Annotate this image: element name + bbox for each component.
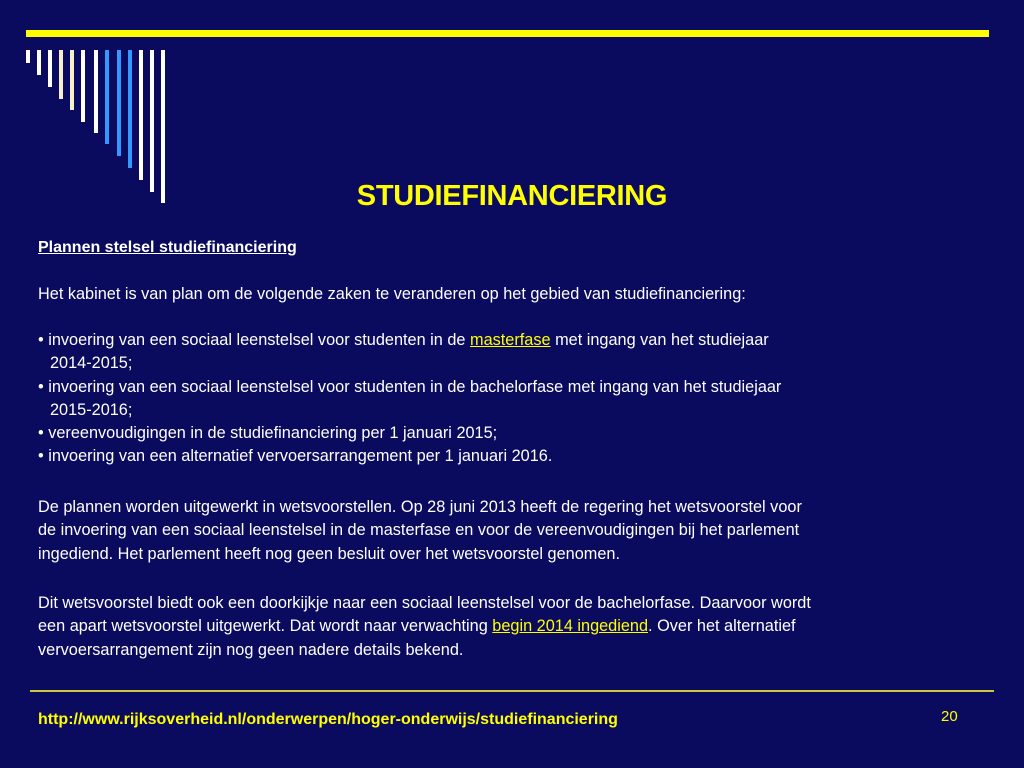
bullet-item: • invoering van een sociaal leenstelsel voor studenten in de bachelorfase met ingang van het studiejaar [38, 377, 782, 396]
paragraph-text: een apart wetsvoorstel uitgewerkt. Dat wordt naar verwachting [38, 617, 493, 636]
deco-line [105, 50, 109, 144]
bullet-list [38, 329, 781, 469]
deco-line [81, 50, 85, 122]
paragraph-line: Dit wetsvoorstel biedt ook een doorkijkje naar een sociaal leenstelsel voor de bachelorfase. Daarvoor wordt [38, 594, 811, 612]
plans-paragraph [38, 496, 802, 566]
deco-line [48, 50, 52, 87]
deco-line [139, 50, 143, 180]
paragraph-line [38, 615, 811, 638]
begin-2014-link[interactable]: begin 2014 ingediend [492, 617, 649, 636]
footer-url-link[interactable]: http://www.rijksoverheid.nl/onderwerpen/hoger-onderwijs/studiefinanciering [38, 711, 618, 728]
top-accent-bar [26, 30, 989, 37]
deco-line [70, 50, 74, 110]
paragraph-line: ingediend. Het parlement heeft nog geen besluit over het wetsvoorstel genomen. [38, 544, 620, 563]
bullet-continuation: 2015-2016; [50, 400, 133, 419]
deco-line [59, 50, 63, 99]
paragraph-line: de invoering van een sociaal leenstelsel in de masterfase en voor de vereenvoudigingen bij het parlement [38, 521, 800, 540]
bullet-text: met ingang van het studiejaar [550, 331, 769, 349]
intro-paragraph: Het kabinet is van plan om de volgende zaken te veranderen op het gebied van studiefinanciering: [38, 285, 746, 303]
section-subtitle: Plannen stelsel studiefinanciering [38, 239, 297, 256]
paragraph-line: De plannen worden uitgewerkt in wetsvoorstellen. Op 28 juni 2013 heeft de regering het wetsvoorstel voor [38, 498, 802, 516]
bullet-item [38, 329, 781, 352]
bullet-text: • invoering van een sociaal leenstelsel voor studenten in de [38, 331, 471, 349]
deco-line [117, 50, 121, 156]
slide-title: STUDIEFINANCIERING [356, 180, 668, 212]
page-number: 20 [941, 708, 958, 725]
deco-line [94, 50, 98, 133]
deco-line [150, 50, 154, 192]
deco-line [26, 50, 30, 63]
paragraph-text: . Over het alternatief [648, 617, 796, 636]
bullet-continuation: 2014-2015; [50, 354, 133, 373]
deco-line [37, 50, 41, 75]
outlook-paragraph [38, 592, 811, 662]
paragraph-line: vervoersarrangement zijn nog geen nadere details bekend. [38, 640, 464, 659]
deco-line [128, 50, 132, 168]
bullet-item: • invoering van een alternatief vervoersarrangement per 1 januari 2016. [38, 447, 553, 466]
masterfase-link[interactable]: masterfase [470, 331, 551, 349]
footer-divider [30, 690, 994, 692]
bullet-item: • vereenvoudigingen in de studiefinanciering per 1 januari 2015; [38, 424, 498, 443]
